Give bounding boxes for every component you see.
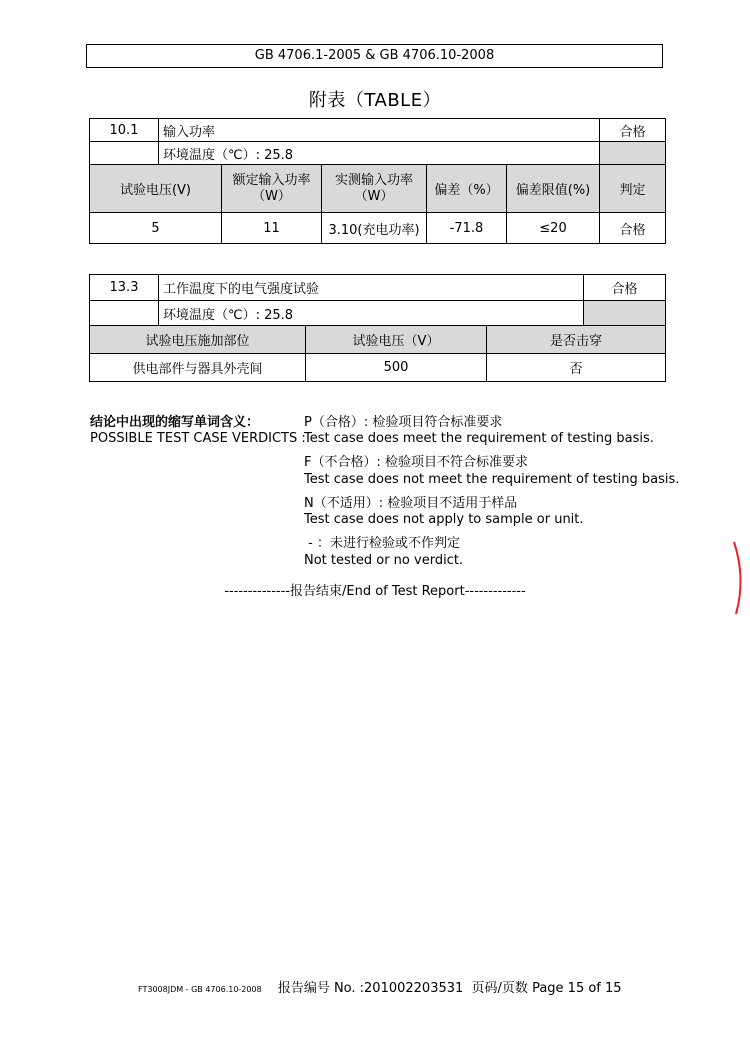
header-judgement: 判定 [600,165,666,213]
cell-judgement: 合格 [600,213,666,244]
cell-deviation-limit: ≤20 [507,213,600,244]
legend-line: Test case does meet the requirement of testing basis. [304,431,654,446]
ambient-temperature: 环境温度（℃）: 25.8 [159,142,600,165]
red-stamp-edge-mark [728,540,748,616]
footer-report-number: 报告编号 No. :201002203531 页码/页数 Page 15 of 15 [277,981,622,996]
cell-measured-power: 3.10(充电功率) [322,213,427,244]
cell-voltage-location: 供电部件与器具外壳间 [90,354,306,382]
clause-verdict: 合格 [600,119,666,142]
legend-line: Not tested or no verdict. [304,553,464,568]
clause-verdict: 合格 [584,275,666,301]
legend-line: F（不合格）: 检验项目不符合标准要求 [304,455,528,470]
page-footer [138,977,622,996]
legend-title-en: POSSIBLE TEST CASE VERDICTS : [90,431,306,446]
end-of-report: --------------报告结束/End of Test Report------------- [224,584,526,599]
standard-header: GB 4706.1-2005 & GB 4706.10-2008 [86,44,663,68]
cell-test-voltage: 500 [306,354,487,382]
header-breakdown: 是否击穿 [487,326,666,354]
legend-line: Test case does not meet the requirement of testing basis. [304,472,680,487]
test-name: 输入功率 [159,119,600,142]
cell-test-voltage: 5 [90,213,222,244]
legend-line: N（不适用）: 检验项目不适用于样品 [304,496,518,511]
legend-line: P（合格）: 检验项目符合标准要求 [304,415,503,430]
header-voltage-location: 试验电压施加部位 [90,326,306,354]
clause-number: 10.1 [90,119,159,142]
input-power-table [89,118,666,244]
electric-strength-table [89,274,666,382]
test-name: 工作温度下的电气强度试验 [159,275,584,301]
footer-code: FT3008JDM - GB 4706.10-2008 [138,985,262,994]
header-test-voltage: 试验电压(V) [90,165,222,213]
header-deviation: 偏差（%） [427,165,507,213]
legend-line: - ：未进行检验或不作判定 [304,536,460,551]
legend-line: Test case does not apply to sample or unit. [304,512,584,527]
cell-deviation: -71.8 [427,213,507,244]
ambient-temperature: 环境温度（℃）: 25.8 [159,301,584,326]
header-measured-power: 实测输入功率（W） [322,165,427,213]
cell-rated-power: 11 [222,213,322,244]
page-title: 附表（TABLE） [308,90,442,111]
header-rated-power: 额定输入功率（W） [222,165,322,213]
clause-number: 13.3 [90,275,159,301]
header-test-voltage: 试验电压（V） [306,326,487,354]
legend-title-cn: 结论中出现的缩写单词含义： [90,415,260,430]
cell-breakdown: 否 [487,354,666,382]
header-deviation-limit: 偏差限值(%) [507,165,600,213]
